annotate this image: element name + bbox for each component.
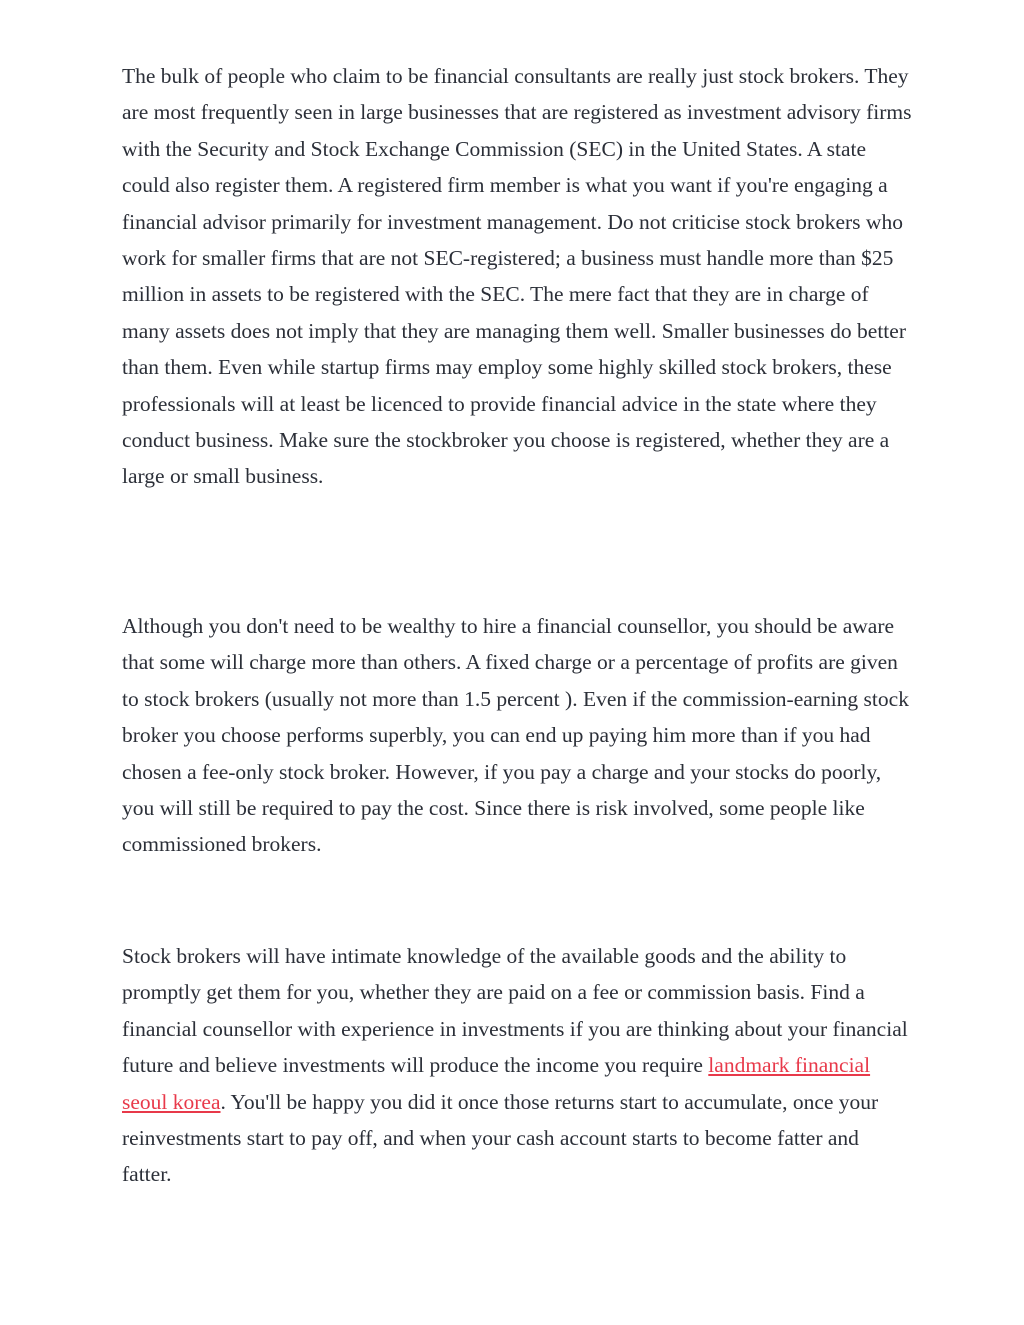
paragraph-text-before-link: Stock brokers will have intimate knowledge of the available goods and the ability to promptly get them for you, whether they are paid on a fee or commission basis. Find a financial counsellor with experience in investments if you are thinking about your financial future and believe investments will produce the income you require (122, 944, 908, 1078)
paragraph-text-after-link: . You'll be happy you did it once those returns start to accumulate, once your reinvestments start to pay off, and when your cash account starts to become fatter and fatter. (122, 1089, 879, 1187)
paragraph-fees: Although you don't need to be wealthy to hire a financial counsellor, you should be aware that some will charge more than others. A fixed charge or a percentage of profits are given to stock brokers (usually not more than 1.5 percent ). Even if the commission-earning stock broker you choose performs superbly, you can end up paying him more than if you had chosen a fee-only stock broker. However, if you pay a charge and your stocks do poorly, you will still be required to pay the cost. Since there is risk involved, some people like commissioned brokers. (122, 614, 909, 857)
paragraph-stock-brokers (122, 938, 912, 1193)
landmark-financial-link[interactable]: landmark financial seoul korea (122, 1053, 871, 1114)
paragraph-financial-consultants: The bulk of people who claim to be financial consultants are really just stock brokers. They are most frequently seen in large businesses that are registered as investment advisory firms with the Security and Stock Exchange Commission (SEC) in the United States. A state could also register them. A registered firm member is what you want if you're engaging a financial advisor primarily for investment management. Do not criticise stock brokers who work for smaller firms that are not SEC-registered; a business must handle more than $25 million in assets to be registered with the SEC. The mere fact that they are in charge of many assets does not imply that they are managing them well. Smaller businesses do better than them. Even while startup firms may employ some highly skilled stock brokers, these professionals will at least be licenced to provide financial advice in the state where they conduct business. Make sure the stockbroker you choose is registered, whether they are a large or small business. (122, 64, 912, 489)
